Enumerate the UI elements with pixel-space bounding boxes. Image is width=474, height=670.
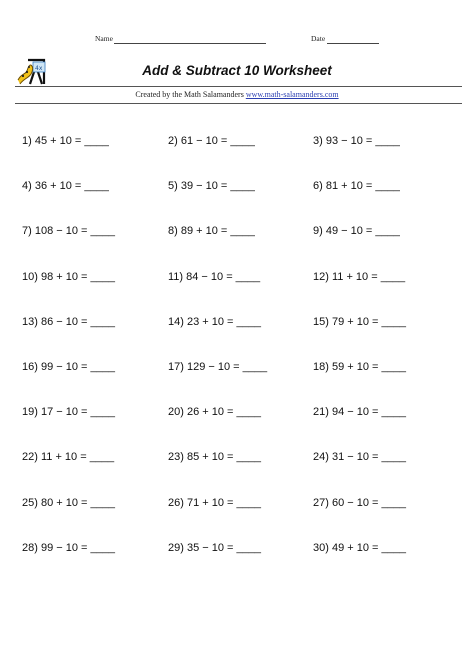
problem-expression[interactable]: 79 + 10 = ____ xyxy=(331,315,406,328)
problem-expression[interactable]: 31 − 10 = ____ xyxy=(331,451,406,464)
problem-number: 4) xyxy=(22,180,35,193)
date-label: Date xyxy=(311,34,326,43)
problem-expression[interactable]: 26 + 10 = ____ xyxy=(186,406,261,419)
problem-item xyxy=(313,497,406,515)
problem-expression[interactable]: 23 + 10 = ____ xyxy=(186,315,261,328)
problem-item xyxy=(313,135,400,153)
problem-number: 16) xyxy=(22,361,41,373)
problem-number: 13) xyxy=(22,315,41,328)
problem-item xyxy=(22,316,115,334)
problem-number: 26) xyxy=(168,496,187,509)
problem-number: 18) xyxy=(313,361,332,373)
problem-expression[interactable]: 71 + 10 = ____ xyxy=(186,496,261,509)
problem-number: 24) xyxy=(313,451,332,464)
name-field[interactable] xyxy=(114,43,266,44)
problem-item xyxy=(22,406,115,424)
credit-link[interactable]: www.math-salamanders.com xyxy=(245,90,339,99)
problem-expression[interactable]: 80 + 10 = ____ xyxy=(40,496,115,509)
problem-number: 28) xyxy=(22,541,41,554)
problem-number: 7) xyxy=(22,225,35,238)
problem-number: 8) xyxy=(168,225,181,238)
problem-expression[interactable]: 49 − 10 = ____ xyxy=(325,225,400,238)
problem-number: 2) xyxy=(168,135,181,147)
problem-item xyxy=(313,406,406,424)
problem-item xyxy=(22,542,115,560)
problem-item xyxy=(168,225,255,243)
problem-expression[interactable]: 11 + 10 = ____ xyxy=(40,451,115,464)
problem-expression[interactable]: 81 + 10 = ____ xyxy=(325,180,400,193)
problem-number: 25) xyxy=(22,496,41,509)
problem-expression[interactable]: 60 − 10 = ____ xyxy=(331,496,406,509)
problem-item xyxy=(22,135,109,153)
problem-number: 3) xyxy=(313,135,326,147)
date-field[interactable] xyxy=(327,43,379,44)
problem-expression[interactable]: 36 + 10 = ____ xyxy=(34,180,109,193)
problem-item xyxy=(22,451,114,469)
problem-item xyxy=(313,271,405,289)
problem-expression[interactable]: 61 − 10 = ____ xyxy=(180,135,255,147)
problem-expression[interactable]: 35 − 10 = ____ xyxy=(186,541,261,554)
problem-expression[interactable]: 98 + 10 = ____ xyxy=(40,270,115,283)
problem-expression[interactable]: 59 + 10 = ____ xyxy=(331,361,406,373)
problem-expression[interactable]: 86 − 10 = ____ xyxy=(40,315,115,328)
problem-expression[interactable]: 84 − 10 = ____ xyxy=(186,270,261,283)
problem-number: 21) xyxy=(313,406,332,419)
problem-item xyxy=(168,497,261,515)
problem-item xyxy=(313,451,406,469)
problem-item xyxy=(313,225,400,243)
problem-expression[interactable]: 108 − 10 = ____ xyxy=(34,225,115,238)
problem-expression[interactable]: 45 + 10 = ____ xyxy=(34,135,109,147)
problem-expression[interactable]: 99 − 10 = ____ xyxy=(40,541,115,554)
problem-item xyxy=(313,180,400,198)
problem-number: 6) xyxy=(313,180,326,193)
problem-item xyxy=(313,542,406,560)
problem-item xyxy=(168,361,267,379)
problem-expression[interactable]: 89 + 10 = ____ xyxy=(180,225,255,238)
problem-item xyxy=(22,180,109,198)
problem-number: 1) xyxy=(22,135,35,147)
problem-expression[interactable]: 49 + 10 = ____ xyxy=(331,541,406,554)
problem-number: 10) xyxy=(22,270,41,283)
problem-expression[interactable]: 129 − 10 = ____ xyxy=(186,361,268,373)
problem-expression[interactable]: 17 − 10 = ____ xyxy=(40,406,115,419)
problem-expression[interactable]: 93 − 10 = ____ xyxy=(325,135,400,147)
problem-item xyxy=(168,135,255,153)
problem-grid xyxy=(0,129,474,589)
problem-expression[interactable]: 39 − 10 = ____ xyxy=(180,180,255,193)
problem-number: 22) xyxy=(22,451,41,464)
name-date-row xyxy=(0,34,474,48)
problem-number: 19) xyxy=(22,406,41,419)
credit-line xyxy=(0,90,474,99)
problem-number: 29) xyxy=(168,541,187,554)
problem-number: 11) xyxy=(168,270,187,283)
problem-item xyxy=(168,271,260,289)
problem-item xyxy=(22,497,115,515)
problem-item xyxy=(168,180,255,198)
problem-number: 23) xyxy=(168,451,187,464)
problem-item xyxy=(313,316,406,334)
problem-item xyxy=(168,451,261,469)
problem-number: 12) xyxy=(313,270,332,283)
problem-expression[interactable]: 94 − 10 = ____ xyxy=(331,406,406,419)
credit-text: Created by the Math Salamanders xyxy=(135,90,244,99)
problem-number: 15) xyxy=(313,315,332,328)
problem-number: 14) xyxy=(168,315,187,328)
problem-number: 9) xyxy=(313,225,326,238)
problem-expression[interactable]: 11 + 10 = ____ xyxy=(331,270,406,283)
problem-number: 30) xyxy=(313,541,332,554)
problem-item xyxy=(168,406,261,424)
problem-item xyxy=(22,271,115,289)
problem-expression[interactable]: 99 − 10 = ____ xyxy=(40,361,115,373)
problem-item xyxy=(22,225,115,243)
problem-number: 20) xyxy=(168,406,187,419)
problem-item xyxy=(313,361,406,379)
problem-number: 27) xyxy=(313,496,332,509)
svg-text:4x: 4x xyxy=(35,65,43,72)
problem-item xyxy=(168,542,261,560)
problem-number: 17) xyxy=(168,361,187,373)
problem-number: 5) xyxy=(168,180,181,193)
name-label: Name xyxy=(95,34,113,43)
worksheet-title: Add & Subtract 10 Worksheet xyxy=(142,63,332,78)
problem-item xyxy=(168,316,261,334)
problem-item xyxy=(22,361,115,379)
problem-expression[interactable]: 85 + 10 = ____ xyxy=(186,451,261,464)
